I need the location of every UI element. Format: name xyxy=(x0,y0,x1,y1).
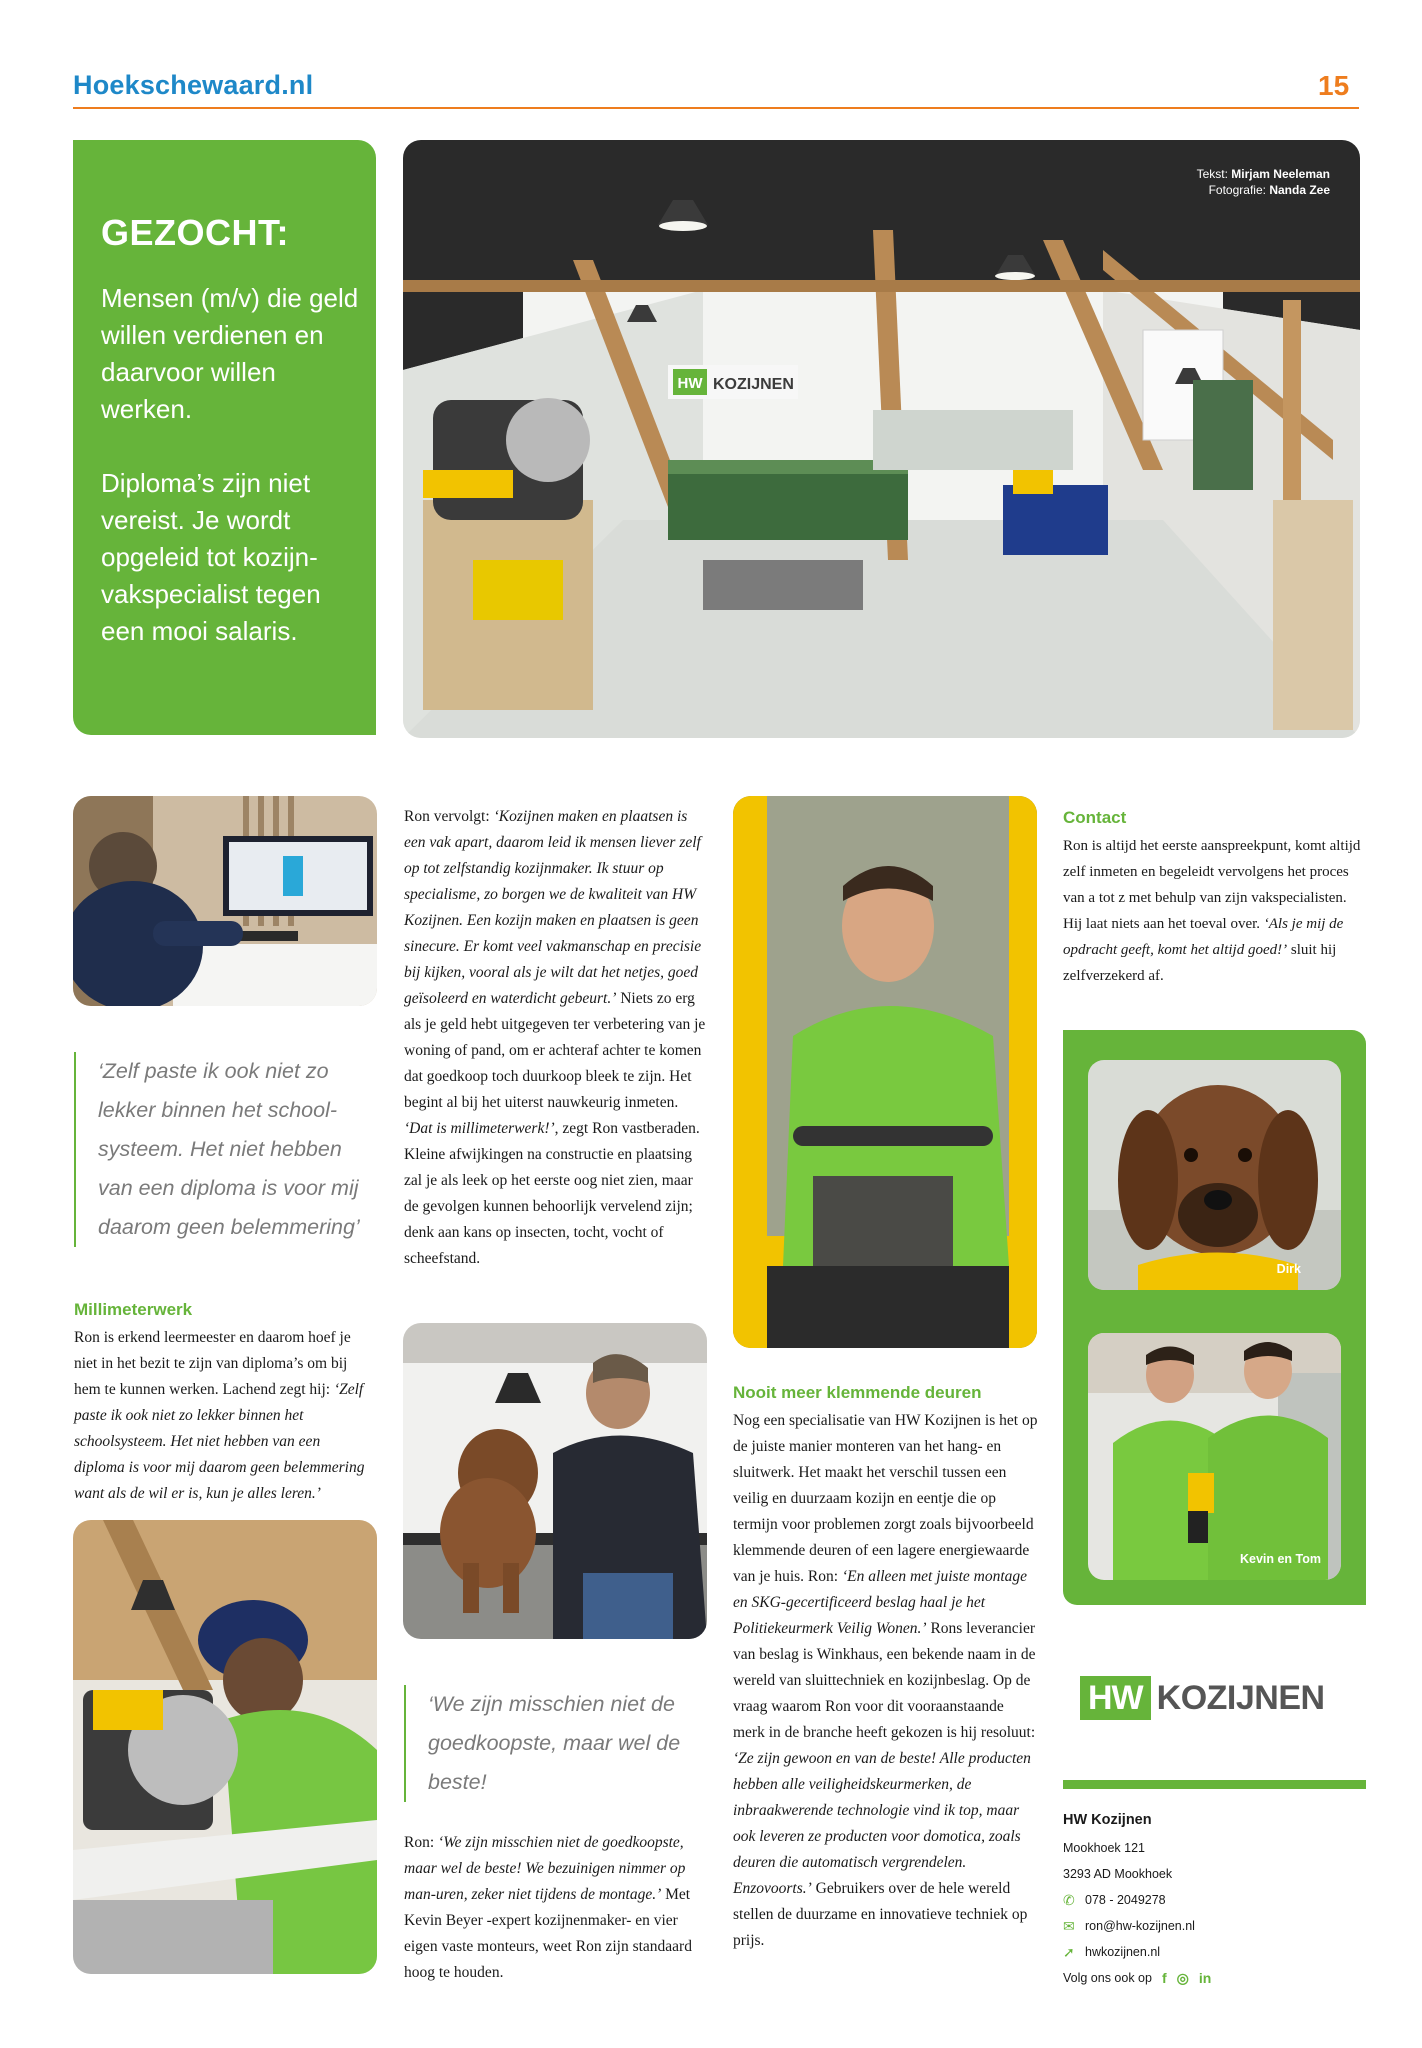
contact-text xyxy=(1063,833,1363,989)
team-photo xyxy=(1088,1333,1341,1580)
contact-italic: ‘Als je mij de opdracht geeft, komt het altijd goed!’ xyxy=(1063,916,1344,958)
linkedin-icon[interactable]: in xyxy=(1198,1970,1212,1986)
carpenter-photo xyxy=(73,1520,377,1974)
intro-box xyxy=(73,140,376,735)
company-street: Mookhoek 121 xyxy=(1063,1841,1146,1855)
contact-normal-2: sluit hij zelfverzekerd af. xyxy=(1063,942,1337,984)
credit-text-label: Tekst: xyxy=(1196,167,1228,181)
logo-divider xyxy=(1063,1780,1366,1789)
credit-text-name: Mirjam Neeleman xyxy=(1231,167,1330,181)
page-number: 15 xyxy=(1318,70,1350,101)
millimeterwerk-text-italic: ‘Zelf paste ik ook niet zo lekker binnen het schoolsysteem. Het niet hebben van een diploma is voor mij daarom geen belemmering want als de wil er is, kun je alles leren.’ xyxy=(74,1381,365,1502)
cursor-icon: ➚ xyxy=(1063,1943,1075,1960)
site-name: Hoeksche​waard.nl xyxy=(73,70,314,100)
column3-text xyxy=(733,1408,1039,1954)
dog-photo xyxy=(1088,1060,1341,1290)
millimeterwerk-heading: Millimeterwerk xyxy=(74,1300,193,1319)
credit-photo-label: Fotografie: xyxy=(1208,183,1266,197)
credit-photo-name: Nanda Zee xyxy=(1269,183,1330,197)
dog-caption: Dirk xyxy=(1276,1262,1301,1276)
instagram-icon[interactable]: ◎ xyxy=(1176,1969,1189,1986)
column3-normal-1: Nog een specialisatie van HW Kozijnen is het op de juiste manier monteren van het hang- en sluitwerk. Het maakt het verschil tussen een veilig en duurzaam kozijn en eentje die op termijn voor problemen zorgt zoals bijvoorbeeld klemmende deuren of een lagere energiewaarde van je huis. Ron: xyxy=(733,1412,1038,1585)
company-name: HW Kozijnen xyxy=(1063,1812,1152,1828)
social-row xyxy=(1063,1968,1211,1988)
klemmende-deuren-heading: Nooit meer klemmende deuren xyxy=(733,1383,982,1402)
column2-lead: Ron vervolgt: xyxy=(404,808,494,825)
company-website[interactable]: hwkozijnen.nl xyxy=(1085,1945,1161,1959)
column2b-lead: Ron: xyxy=(404,1834,439,1851)
company-email[interactable]: ron@hw-kozijnen.nl xyxy=(1085,1919,1195,1933)
column2-italic-1: ‘Kozijnen maken en plaatsen is een vak apart, daarom leid ik mensen liever zelf op tot zelfstandig kozijnmaker. Ik stuur op specialisme, zo borgen we de kwaliteit van HW Kozijnen. Een kozijn maken en plaatsen is geen sinecure. Er komt veel vakmanschap en precisie bij kijken, vooral als je wilt dat het netjes, goed geïsoleerd en waterdicht gebeurt.’ xyxy=(404,808,702,1007)
photo-panel xyxy=(1063,1030,1366,1605)
email-row[interactable] xyxy=(1063,1916,1195,1936)
company-city: 3293 AD Mookhoek xyxy=(1063,1867,1173,1881)
logo-mark: HW xyxy=(1080,1676,1151,1720)
sign-name: KOZIJNEN xyxy=(713,376,794,393)
team-caption: Kevin en Tom xyxy=(1239,1552,1321,1566)
header-rule xyxy=(73,107,1359,109)
column3-normal-3: Gebruikers over de hele wereld stellen de duurzame en innovatieve techniek op prijs. xyxy=(733,1880,1028,1949)
pull-quote-2: ‘We zijn misschien niet de goedkoopste, maar wel de beste! xyxy=(404,1685,698,1802)
column2-text xyxy=(404,804,708,1272)
column2-normal-1: Niets zo erg als je geld hebt uitgegeven ter verbetering van je woning of pand, om er achteraf achter te komen dat goedkoop toch duurkoop bleek te zijn. Het begint al bij het uiterst nauwkeurig inmeten. xyxy=(404,990,706,1111)
workshop-photo xyxy=(403,140,1360,738)
photo-credit xyxy=(1197,166,1330,198)
phone-icon: ✆ xyxy=(1063,1891,1075,1908)
intro-paragraph-2: Diploma’s zijn niet vereist. Je wordt opgeleid tot kozijn-vakspecialist tegen een mooi salaris. xyxy=(101,468,321,646)
company-details xyxy=(1063,1810,1363,2000)
column3-italic-2: ‘Ze zijn gewoon en van de beste! Alle producten hebben alle veiligheidskeurmerken, de inbraakwerende technologie vind ik top, maar ook leveren ze producten voor domotica, zoals deuren die automatisch vergrendelen. Enzovoorts.’ xyxy=(733,1750,1031,1897)
contact-heading: Contact xyxy=(1063,808,1127,827)
phone-row[interactable] xyxy=(1063,1890,1166,1910)
mail-icon: ✉ xyxy=(1063,1917,1075,1934)
column3-normal-2: Rons leverancier van beslag is Winkhaus, een bekende naam in de wereld van sluittechniek en kozijnbeslag. Op de vraag waarom Ron voor dit vooraanstaande merk in de branche heeft gekozen is hij resoluut: xyxy=(733,1620,1036,1741)
contact-normal-1: Ron is altijd het eerste aanspreekpunt, komt altijd zelf inmeten en begeleidt vervolgens het proces van a tot z met behulp van zijn vakspecialisten. Hij laat niets aan het toeval over. xyxy=(1063,838,1361,932)
millimeterwerk-text xyxy=(74,1325,374,1507)
forklift-driver-photo xyxy=(733,796,1037,1348)
company-phone[interactable]: 078 - 2049278 xyxy=(1085,1893,1166,1907)
intro-paragraph-1: Mensen (m/v) die geld willen verdienen en daarvoor willen werken. xyxy=(101,283,359,424)
column2-normal-2: , zegt Ron vastberaden. Kleine afwijkingen na constructie en plaatsing zal je als leek op het eerste oog niet zien, maar de gevolgen kunnen behoorlijk vervelend zijn; denk aan kans op insecten, tocht, vocht of scheefstand. xyxy=(404,1120,700,1267)
intro-title: GEZOCHT: xyxy=(101,212,289,253)
pull-quote-1: ‘Zelf paste ik ook niet zo lekker binnen het school-systeem. Het niet hebben van een diploma is voor mij daarom geen belemmering’ xyxy=(74,1052,378,1247)
millimeterwerk-text-normal: Ron is erkend leermeester en daarom hoef je niet in het bezit te zijn van diploma’s om bij hem te kunnen werken. Lachend zegt hij: xyxy=(74,1329,351,1398)
office-photo xyxy=(73,796,377,1006)
column2-italic-2: ‘Dat is millimeterwerk!’ xyxy=(404,1120,555,1137)
column2b-normal: Met Kevin Beyer -expert kozijnenmaker- en vier eigen vaste monteurs, weet Ron zijn standaard hoog te houden. xyxy=(404,1886,692,1981)
column2b-italic: ‘We zijn misschien niet de goedkoopste, maar wel de beste! We bezuinigen nimmer op man-uren, zeker niet tijdens de montage.’ xyxy=(404,1834,686,1903)
man-with-dog-photo xyxy=(403,1323,707,1639)
website-row[interactable] xyxy=(1063,1942,1160,1962)
facebook-icon[interactable]: f xyxy=(1161,1970,1167,1986)
follow-label: Volg ons ook op xyxy=(1063,1971,1152,1985)
sign-logo: HW xyxy=(677,375,703,392)
company-logo xyxy=(1080,1676,1325,1720)
column3-italic-1: ‘En alleen met juiste montage en SKG-gecertificeerd beslag haal je het Politiekeurmerk Veilig Wonen.’ xyxy=(733,1568,1028,1637)
logo-name: KOZIJNEN xyxy=(1156,1678,1325,1717)
column2b-text xyxy=(404,1830,708,1986)
